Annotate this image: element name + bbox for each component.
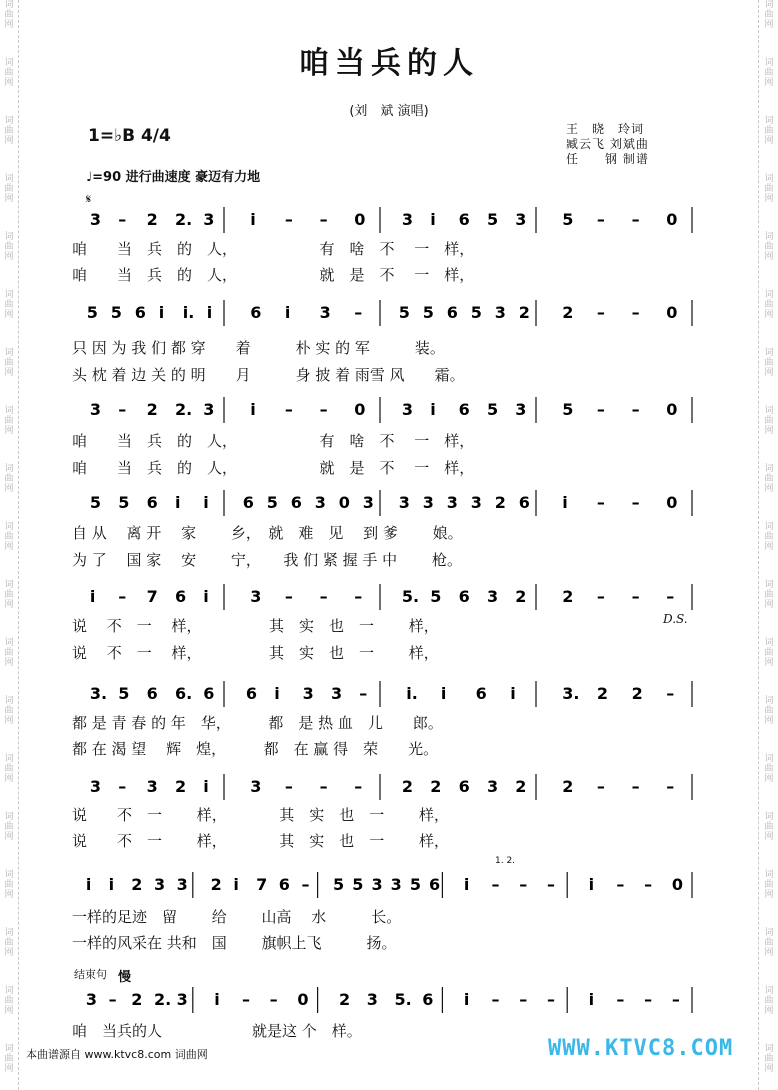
- note: 5: [486, 400, 499, 419]
- volta-ending-label: 1. 2.: [495, 856, 516, 866]
- watermark-text: 词 曲 网: [764, 812, 774, 842]
- note: 2: [494, 493, 506, 512]
- watermark-text: 词 曲 网: [4, 638, 14, 668]
- note: –: [596, 303, 605, 322]
- note: –: [519, 875, 528, 894]
- note: i: [174, 493, 181, 512]
- watermark-text: 词 曲 网: [4, 232, 14, 262]
- coda-label: 结束句: [74, 968, 107, 981]
- lyric-line: 头 枕 着 边 关 的 明 月 身 披 着 雨雪 风 霜。: [72, 366, 465, 384]
- lyric-line: 一样的足迹 留 给 山高 水 长。: [72, 908, 402, 926]
- note: i: [562, 493, 568, 512]
- note: –: [319, 587, 328, 606]
- note: –: [616, 990, 625, 1009]
- watermark-text: 词 曲 网: [764, 928, 774, 958]
- lyric-line: 自 从 离 开 家 乡， 就 难 见 到 爹 娘。: [72, 524, 463, 542]
- note: 3: [515, 210, 527, 229]
- note: i: [440, 684, 447, 703]
- note: 3: [250, 587, 262, 606]
- note: 2: [631, 684, 643, 703]
- note: 3: [89, 400, 101, 419]
- lyric-line: 一样的风采在 共和 国 旗帜上飞 扬。: [72, 934, 397, 952]
- note: 5: [486, 210, 499, 229]
- note: –: [644, 875, 653, 894]
- notation-row: [70, 985, 700, 1025]
- notation-svg: [70, 298, 700, 338]
- notation-row: [70, 870, 700, 910]
- note: 5: [470, 303, 482, 322]
- note: 6: [245, 684, 257, 703]
- note: –: [491, 875, 500, 894]
- watermark-text: 词 曲 网: [764, 986, 774, 1016]
- notation-svg: [70, 395, 700, 435]
- note: 0: [671, 875, 683, 894]
- watermark-text: 词 曲 网: [764, 174, 774, 204]
- note: i: [250, 210, 256, 229]
- note: 3: [486, 587, 499, 606]
- site-logo: WWW.KTVC8.COM: [548, 1036, 734, 1061]
- note: –: [118, 400, 127, 419]
- note: 0: [666, 210, 678, 229]
- note: –: [596, 400, 605, 419]
- watermark-text: 词 曲 网: [4, 522, 14, 552]
- note: 2: [562, 587, 574, 606]
- note: 7: [146, 587, 158, 606]
- note: 6: [290, 493, 302, 512]
- watermark-text: 词 曲 网: [764, 638, 774, 668]
- source-footer: 本曲谱源自 www.ktvc8.com 词曲网: [26, 1048, 208, 1061]
- note: –: [671, 990, 680, 1009]
- note: 2: [562, 777, 574, 796]
- note: 2.: [174, 400, 193, 419]
- note: 2: [515, 777, 527, 796]
- watermark-text: 词 曲 网: [4, 290, 14, 320]
- note: i: [463, 875, 470, 894]
- watermark-text: 词 曲 网: [4, 116, 14, 146]
- note: i: [158, 303, 165, 322]
- credit-transcriber: 任 钢 制谱: [566, 152, 649, 166]
- note: i: [588, 875, 595, 894]
- note: 7: [256, 875, 268, 894]
- note: 3: [250, 777, 262, 796]
- note: –: [631, 587, 640, 606]
- note: 3: [470, 493, 482, 512]
- tempo-marking: ♩=90 进行曲速度 豪迈有力地: [86, 170, 261, 185]
- note: i: [284, 303, 291, 322]
- note: 2: [596, 684, 609, 703]
- song-title: 咱当兵的人: [299, 46, 479, 81]
- watermark-text: 词 曲 网: [4, 174, 14, 204]
- lyric-line: 咱 当兵的人 就是这 个 样。: [72, 1022, 362, 1040]
- watermark-text: 词 曲 网: [4, 696, 14, 726]
- note: –: [666, 777, 675, 796]
- note: i: [85, 875, 92, 894]
- note: –: [354, 587, 363, 606]
- note: 3: [89, 777, 101, 796]
- note: 2: [562, 303, 574, 322]
- note: –: [596, 777, 605, 796]
- note: 0: [354, 210, 366, 229]
- note: 6: [458, 587, 470, 606]
- note: i: [203, 493, 209, 512]
- note: 5: [562, 210, 574, 229]
- note: 5: [89, 493, 101, 512]
- watermark-text: 词 曲 网: [764, 870, 774, 900]
- note: 0: [666, 400, 678, 419]
- note: 6: [475, 684, 487, 703]
- note: 6: [242, 493, 254, 512]
- note: –: [284, 400, 293, 419]
- note: 3: [89, 210, 101, 229]
- note: 5: [118, 684, 130, 703]
- lyric-line: 咱 当 兵 的 人， 有 啥 不 一 样，: [72, 240, 475, 258]
- note: –: [491, 990, 500, 1009]
- note: 5: [398, 303, 410, 322]
- note: 0: [297, 990, 309, 1009]
- note: i: [233, 875, 239, 894]
- note: i: [510, 684, 516, 703]
- note: 5: [266, 493, 278, 512]
- note: 3: [390, 875, 402, 894]
- note: 3: [366, 990, 378, 1009]
- note: –: [118, 777, 127, 796]
- watermark-text: 词 曲 网: [764, 116, 774, 146]
- note: 5: [422, 303, 434, 322]
- note: i: [250, 400, 256, 419]
- note: 6: [429, 875, 441, 894]
- note: 3: [362, 493, 374, 512]
- page-border-left: [18, 0, 20, 1090]
- note: 2: [131, 875, 143, 894]
- note: –: [319, 400, 328, 419]
- watermark-text: 词 曲 网: [764, 58, 774, 88]
- note: 6: [174, 587, 187, 606]
- note: 5.: [401, 587, 420, 606]
- watermark-text: 词 曲 网: [764, 348, 774, 378]
- watermark-text: 词 曲 网: [764, 290, 774, 320]
- note: –: [596, 493, 605, 512]
- credit-lyricist: 王 晓 玲词: [566, 122, 645, 136]
- watermark-text: 词 曲 网: [4, 58, 14, 88]
- note: 5: [86, 303, 98, 322]
- note: –: [644, 990, 653, 1009]
- note: –: [354, 303, 363, 322]
- watermark-text: 词 曲 网: [4, 928, 14, 958]
- note: i: [203, 587, 209, 606]
- note: 2: [146, 210, 158, 229]
- note: 5: [333, 875, 345, 894]
- note: –: [596, 587, 605, 606]
- note: 2: [339, 990, 351, 1009]
- lyric-line: 咱 当 兵 的 人， 就 是 不 一 样，: [72, 266, 475, 284]
- key-signature: 1=♭B 4/4: [88, 126, 171, 146]
- note: –: [616, 875, 625, 894]
- note: 6: [203, 684, 215, 703]
- watermark-text: 词 曲 网: [4, 0, 14, 30]
- note: –: [284, 210, 293, 229]
- note: 0: [338, 493, 350, 512]
- note: 2: [210, 875, 222, 894]
- watermark-text: 词 曲 网: [4, 1044, 14, 1074]
- note: 2.: [153, 990, 172, 1009]
- note: i: [463, 990, 470, 1009]
- watermark-text: 词 曲 网: [4, 406, 14, 436]
- note: –: [596, 210, 605, 229]
- lyric-line: 说 不 一 样， 其 实 也 一 样，: [72, 806, 450, 824]
- note: –: [241, 990, 250, 1009]
- note: 2: [518, 303, 530, 322]
- watermark-text: 词 曲 网: [764, 0, 774, 30]
- note: 2: [174, 777, 187, 796]
- note: –: [631, 303, 640, 322]
- note: –: [108, 990, 117, 1009]
- watermark-text: 词 曲 网: [764, 464, 774, 494]
- note: –: [666, 684, 675, 703]
- note: 5: [118, 493, 130, 512]
- watermark-text: 词 曲 网: [4, 464, 14, 494]
- note: 2: [146, 400, 158, 419]
- note: 3: [153, 875, 166, 894]
- note: 6: [146, 493, 158, 512]
- note: –: [284, 777, 293, 796]
- watermark-text: 词 曲 网: [4, 754, 14, 784]
- note: i: [430, 210, 436, 229]
- note: i.: [406, 684, 418, 703]
- watermark-left: [2, 0, 16, 1090]
- watermark-text: 词 曲 网: [4, 348, 14, 378]
- credit-composer: 臧云飞 刘斌曲: [566, 137, 649, 151]
- note: –: [519, 990, 528, 1009]
- performer-line: (刘 斌 演唱): [349, 104, 429, 119]
- note: –: [284, 587, 293, 606]
- note: 3: [446, 493, 458, 512]
- note: 0: [666, 493, 678, 512]
- note: 3.: [89, 684, 108, 703]
- watermark-text: 词 曲 网: [764, 406, 774, 436]
- note: 3: [176, 875, 188, 894]
- watermark-right: [762, 0, 776, 1090]
- note: 5: [409, 875, 421, 894]
- segno-sign: 𝄋: [86, 192, 92, 206]
- note: –: [359, 684, 368, 703]
- note: i: [206, 303, 213, 322]
- note: –: [319, 777, 328, 796]
- note: 2: [131, 990, 143, 1009]
- note: i: [588, 990, 595, 1009]
- note: i: [203, 777, 209, 796]
- page-border-right: [758, 0, 760, 1090]
- note: 2: [430, 777, 442, 796]
- note: –: [269, 990, 278, 1009]
- watermark-text: 词 曲 网: [764, 754, 774, 784]
- notation-row: [70, 395, 700, 435]
- note: 6: [458, 777, 470, 796]
- note: 3.: [562, 684, 580, 703]
- note: 5: [110, 303, 122, 322]
- note: 3: [85, 990, 98, 1009]
- note: i: [214, 990, 220, 1009]
- watermark-text: 词 曲 网: [4, 580, 14, 610]
- note: 3: [146, 777, 158, 796]
- note: –: [301, 875, 310, 894]
- lyric-line: 说 不 一 样， 其 实 也 一 样，: [72, 644, 439, 662]
- note: 6: [278, 875, 290, 894]
- lyric-line: 都 是 青 春 的 年 华， 都 是 热 血 儿 郎。: [72, 714, 443, 732]
- watermark-text: 词 曲 网: [764, 232, 774, 262]
- watermark-text: 词 曲 网: [764, 1044, 774, 1074]
- note: 5: [430, 587, 442, 606]
- lyric-line: 咱 当 兵 的 人， 有 啥 不 一 样，: [72, 432, 475, 450]
- note: –: [118, 587, 127, 606]
- note: 6: [134, 303, 146, 322]
- note: i: [430, 400, 436, 419]
- watermark-text: 词 曲 网: [4, 812, 14, 842]
- note: 6: [146, 684, 158, 703]
- watermark-text: 词 曲 网: [4, 986, 14, 1016]
- note: –: [319, 210, 328, 229]
- lyric-line: 咱 当 兵 的 人， 就 是 不 一 样，: [72, 459, 475, 477]
- notation-svg: [70, 985, 700, 1025]
- lyric-line: 只 因 为 我 们 都 穿 着 朴 实 的 军 装。: [72, 339, 445, 357]
- coda-tempo: 慢: [118, 970, 132, 985]
- note: 2: [515, 587, 527, 606]
- note: 6: [250, 303, 262, 322]
- note: 2: [401, 777, 413, 796]
- note: 5.: [394, 990, 412, 1009]
- ds-marking: D.S.: [663, 612, 688, 626]
- note: 3: [515, 400, 527, 419]
- note: 3: [401, 210, 413, 229]
- note: 3: [314, 493, 326, 512]
- notation-row: [70, 298, 700, 338]
- note: –: [354, 777, 363, 796]
- note: 6.: [174, 684, 193, 703]
- note: –: [631, 493, 640, 512]
- note: –: [118, 210, 127, 229]
- note: 6: [518, 493, 530, 512]
- lyric-line: 都 在 渴 望 辉 煌， 都 在 赢 得 荣 光。: [72, 740, 439, 758]
- watermark-text: 词 曲 网: [764, 522, 774, 552]
- note: 2.: [174, 210, 193, 229]
- note: 3: [176, 990, 188, 1009]
- note: –: [666, 587, 675, 606]
- note: 5: [352, 875, 364, 894]
- watermark-text: 词 曲 网: [764, 580, 774, 610]
- note: 3: [203, 210, 215, 229]
- note: 3: [494, 303, 506, 322]
- note: –: [631, 210, 640, 229]
- note: 3: [203, 400, 215, 419]
- note: 6: [458, 210, 470, 229]
- note: i.: [182, 303, 195, 322]
- note: 3: [486, 777, 499, 796]
- note: 6: [446, 303, 458, 322]
- note: 3: [302, 684, 314, 703]
- note: 0: [354, 400, 366, 419]
- note: –: [547, 875, 556, 894]
- lyric-line: 为 了 国 家 安 宁， 我 们 紧 握 手 中 枪。: [72, 551, 462, 569]
- note: 6: [458, 400, 470, 419]
- note: –: [547, 990, 556, 1009]
- note: –: [631, 777, 640, 796]
- note: 5: [562, 400, 574, 419]
- note: i: [274, 684, 280, 703]
- note: 6: [422, 990, 434, 1009]
- note: 3: [401, 400, 413, 419]
- note: –: [631, 400, 640, 419]
- note: 3: [398, 493, 410, 512]
- watermark-text: 词 曲 网: [4, 870, 14, 900]
- note: 3: [330, 684, 343, 703]
- notation-svg: [70, 870, 700, 910]
- note: 3: [422, 493, 434, 512]
- note: 0: [666, 303, 678, 322]
- note: 3: [371, 875, 383, 894]
- note: i: [108, 875, 115, 894]
- watermark-text: 词 曲 网: [764, 696, 774, 726]
- note: i: [89, 587, 96, 606]
- lyric-line: 说 不 一 样， 其 实 也 一 样，: [72, 617, 439, 635]
- note: 3: [319, 303, 331, 322]
- lyric-line: 说 不 一 样， 其 实 也 一 样，: [72, 832, 450, 850]
